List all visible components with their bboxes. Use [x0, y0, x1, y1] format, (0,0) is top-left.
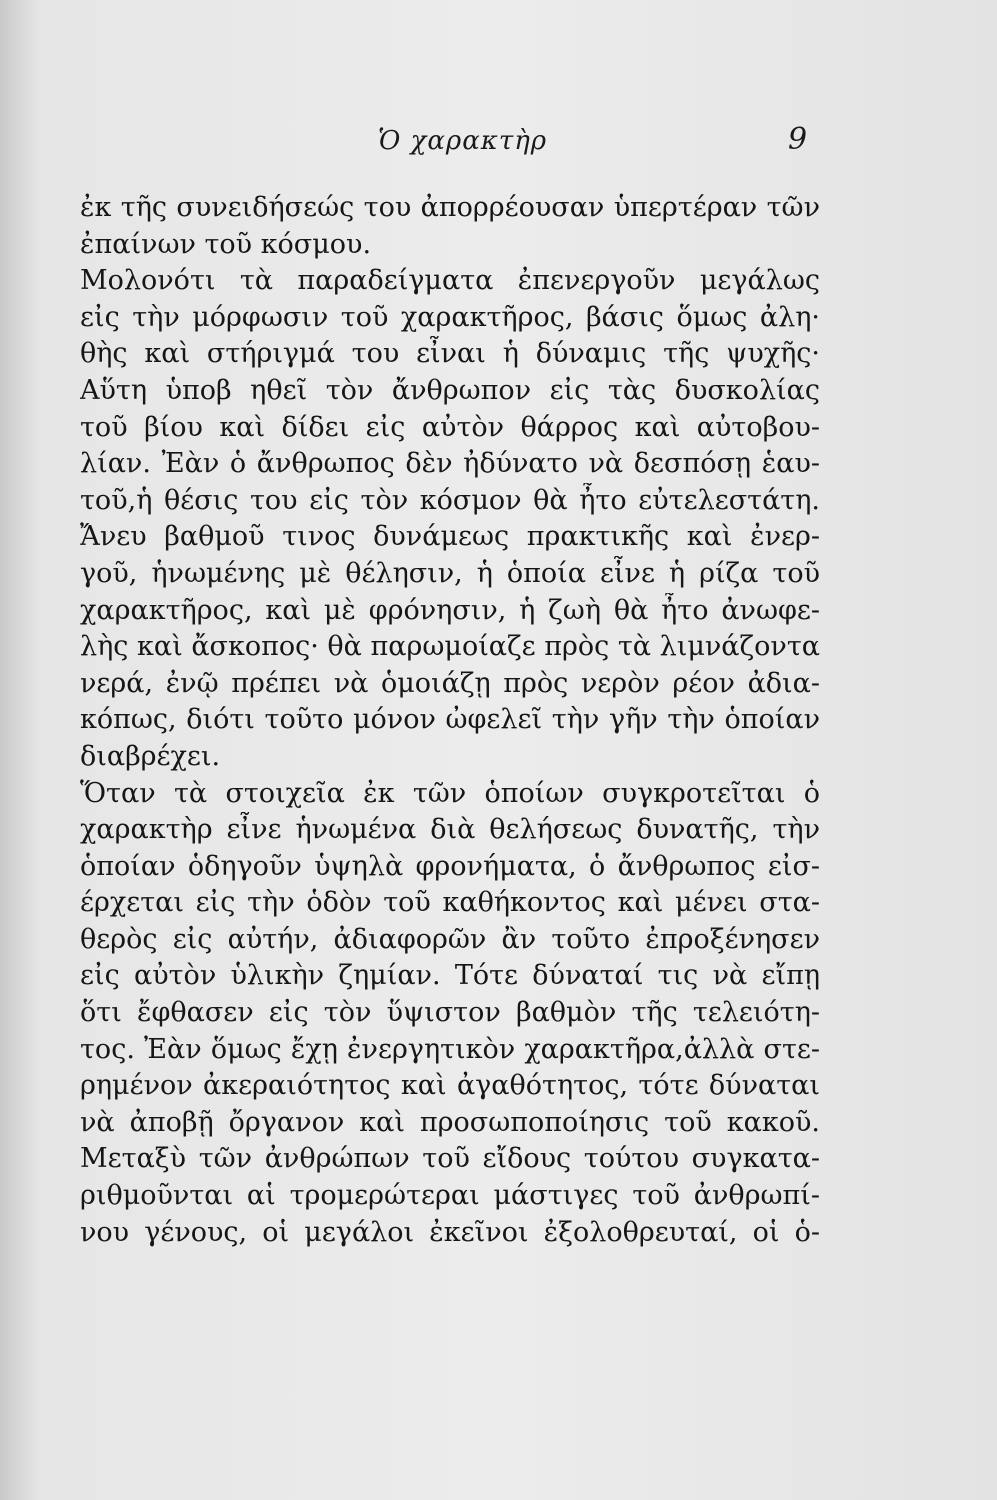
- text-line: νου γένους, οἱ μεγάλοι ἐκεῖνοι ἐξολοθρευταί, οἱ ὁ-: [80, 1216, 820, 1248]
- text-line: θερὸς εἰς αὐτήν, ἀδιαφορῶν ἂν τοῦτο ἐπροξένησεν: [80, 923, 820, 955]
- text-line: ριθμοῦνται αἱ τρομερώτεραι μάστιγες τοῦ ἀνθρωπί-: [80, 1180, 820, 1212]
- page-header: [0, 118, 997, 158]
- text-line: γοῦ, ἡνωμένης μὲ θέλησιν, ἡ ὁποία εἶνε ἡ ρίζα τοῦ: [80, 557, 820, 589]
- text-line: Ὅταν τὰ στοιχεῖα ἐκ τῶν ὁποίων συγκροτεῖται ὁ: [80, 777, 820, 809]
- text-line: ἐπαίνων τοῦ κόσμου.: [80, 228, 372, 260]
- text-line: έρχεται εἰς τὴν ὁδὸν τοῦ καθήκοντος καὶ μένει στα-: [80, 887, 820, 919]
- page-number: 9: [788, 122, 808, 157]
- text-line: διαβρέχει.: [80, 740, 221, 772]
- text-line: εἰς τὴν μόρφωσιν τοῦ χαρακτῆρος, βάσις ὅμως ἀλη·: [80, 301, 820, 333]
- text-line: θὴς καὶ στήριγμά του εἶναι ἡ δύναμις τῆς ψυχῆς·: [80, 338, 820, 370]
- text-line: τοῦ βίου καὶ δίδει εἰς αὐτὸν θάρρος καὶ αὐτοβου-: [80, 411, 820, 443]
- text-line: Ἄνευ βαθμοῦ τινος δυνάμεως πρακτικῆς καὶ ἐνερ-: [80, 521, 820, 553]
- text-line: ὅτι ἔφθασεν εἰς τὸν ὕψιστον βαθμὸν τῆς τελειότη-: [80, 997, 820, 1029]
- text-line: τοῦ,ἡ θέσις του εἰς τὸν κόσμον θὰ ἦτο εὐτελεστάτη.: [80, 484, 820, 516]
- text-line: νὰ ἀποβῇ ὄργανον καὶ προσωποποίησις τοῦ κακοῦ.: [80, 1106, 820, 1138]
- text-line: Μολονότι τὰ παραδείγματα ἐπενεργοῦν μεγάλως: [80, 265, 820, 297]
- text-line: κόπως, διότι τοῦτο μόνον ὠφελεῖ τὴν γῆν τὴν ὁποίαν: [80, 704, 820, 736]
- text-line: λὴς καὶ ἄσκοπος· θὰ παρωμοίαζε πρὸς τὰ λιμνάζοντα: [80, 631, 820, 663]
- text-line: εἰς αὐτὸν ὑλικὴν ζημίαν. Τότε δύναταί τις νὰ εἴπῃ: [80, 960, 820, 992]
- text-line: χαρακτὴρ εἶνε ἡνωμένα διὰ θελήσεως δυνατῆς, τὴν: [80, 814, 820, 846]
- text-line: Αὕτη ὑποβ ηθεῖ τὸν ἄνθρωπον εἰς τὰς δυσκολίας: [80, 374, 820, 406]
- text-line: τος. Ἐὰν ὅμως ἔχῃ ἐνεργητικὸν χαρακτῆρα,ἀλλὰ στε-: [80, 1033, 820, 1065]
- text-line: ὁποίαν ὁδηγοῦν ὑψηλὰ φρονήματα, ὁ ἄνθρωπος εἰσ-: [80, 850, 820, 882]
- text-line: χαρακτῆρος, καὶ μὲ φρόνησιν, ἡ ζωὴ θὰ ἦτο ἀνωφε-: [80, 594, 820, 626]
- text-line: νερά, ἐνῷ πρέπει νὰ ὁμοιάζῃ πρὸς νερὸν ρέον ἀδια-: [80, 667, 820, 699]
- text-line: ἐκ τῆς συνειδήσεώς του ἀπορρέουσαν ὑπερτέραν τῶν: [80, 192, 820, 223]
- text-line: Μεταξὺ τῶν ἀνθρώπων τοῦ εἴδους τούτου συγκατα-: [80, 1143, 820, 1175]
- text-line: ρημένον ἀκεραιότητος καὶ ἀγαθότητος, τότε δύναται: [80, 1070, 820, 1102]
- body-text: [80, 190, 820, 1251]
- text-line: λίαν. Ἐὰν ὁ ἄνθρωπος δὲν ἠδύνατο νὰ δεσπόσῃ ἑαυ-: [80, 448, 820, 480]
- running-title: Ὁ χαρακτὴρ: [378, 126, 548, 156]
